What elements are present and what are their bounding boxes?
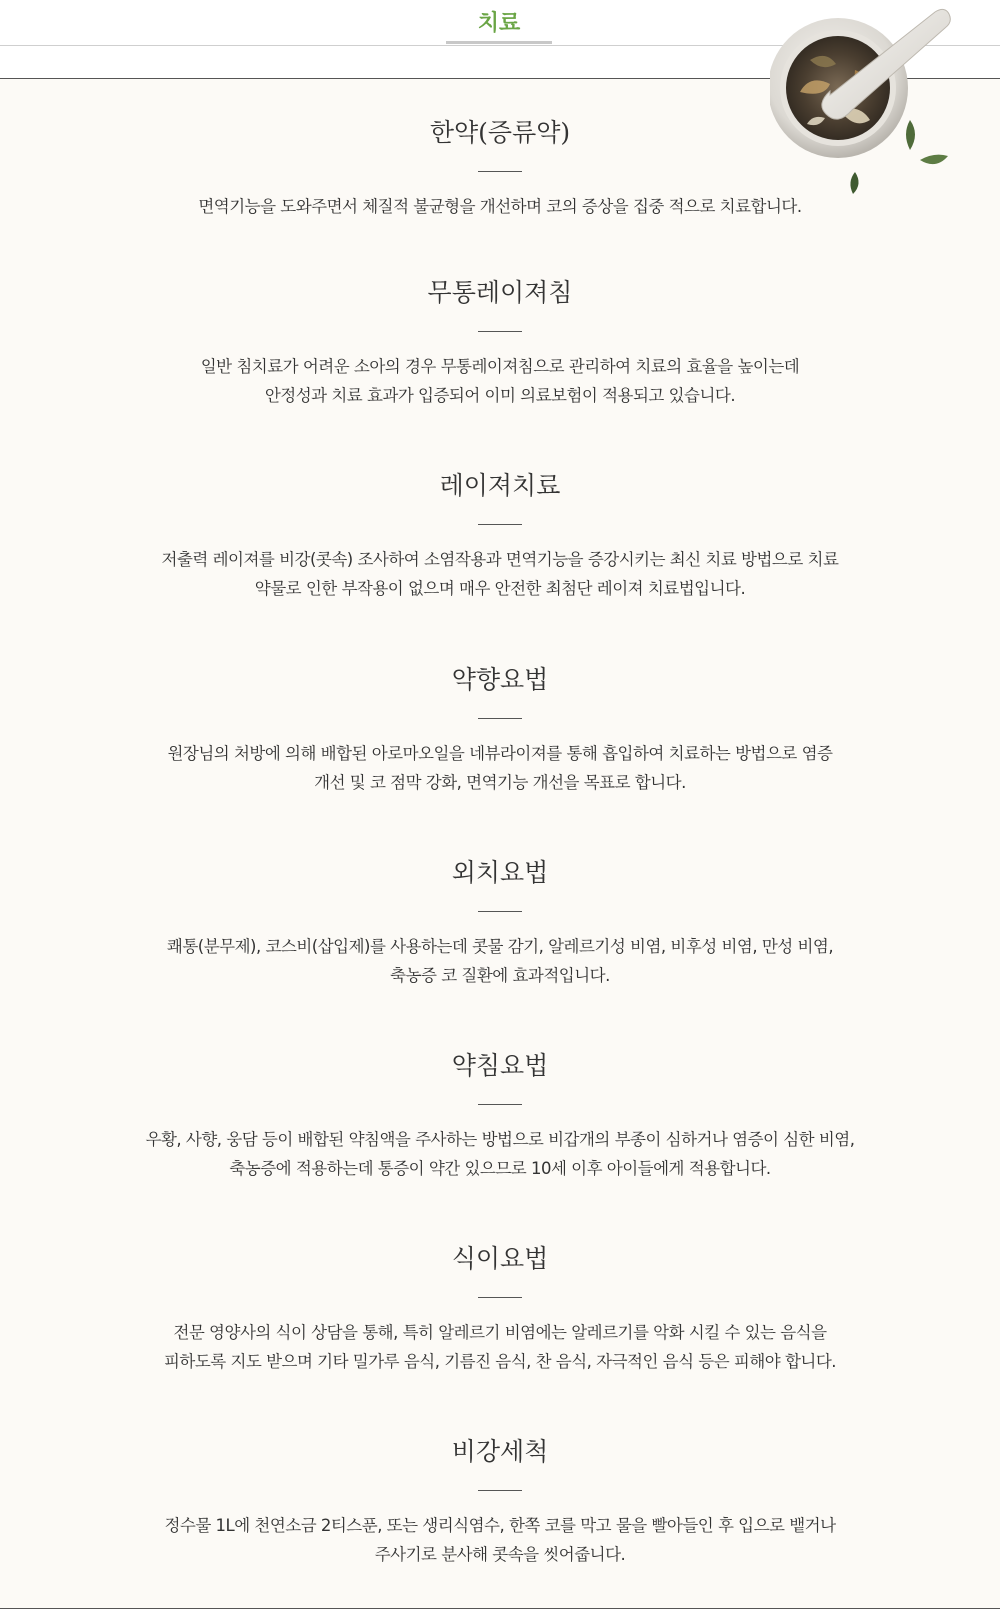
section-description bbox=[0, 352, 1000, 410]
section-title: 레이져치료 bbox=[439, 471, 561, 500]
section-description bbox=[0, 545, 1000, 603]
description-line: 정수물 1L에 천연소금 2티스푼, 또는 생리식염수, 한쪽 코를 막고 물을 빨아들인 후 입으로 뱉거나 bbox=[164, 1516, 836, 1535]
description-line: 축농증에 적용하는데 통증이 약간 있으므로 10세 이후 아이들에게 적용합니다. bbox=[229, 1159, 771, 1178]
treatment-section bbox=[0, 1241, 1000, 1376]
treatment-section bbox=[0, 1434, 1000, 1569]
description-line: 쾌통(분무제), 코스비(삽입제)를 사용하는데 콧물 감기, 알레르기성 비염, 비후성 비염, 만성 비염, bbox=[166, 937, 834, 956]
treatment-section bbox=[0, 468, 1000, 603]
description-line: 피하도록 지도 받으며 기타 밀가루 음식, 기름진 음식, 찬 음식, 자극적인 음식 등은 피해야 합니다. bbox=[163, 1352, 837, 1371]
treatment-section bbox=[0, 855, 1000, 990]
section-divider bbox=[478, 1104, 522, 1105]
mortar-pestle-icon bbox=[770, 0, 960, 200]
description-line: 전문 영양사의 식이 상담을 통해, 특히 알레르기 비염에는 알레르기를 악화 시킬 수 있는 음식을 bbox=[173, 1323, 827, 1342]
treatment-content bbox=[0, 78, 1000, 1609]
description-line: 안정성과 치료 효과가 입증되어 이미 의료보험이 적용되고 있습니다. bbox=[264, 386, 736, 405]
section-title: 식이요법 bbox=[451, 1244, 549, 1273]
section-description bbox=[0, 1511, 1000, 1569]
treatment-section bbox=[0, 275, 1000, 410]
section-title: 무통레이져침 bbox=[427, 278, 573, 307]
description-line: 주사기로 분사해 콧속을 씻어줍니다. bbox=[374, 1545, 626, 1564]
section-title: 한약(증류약) bbox=[429, 118, 571, 147]
section-divider bbox=[478, 1297, 522, 1298]
description-line: 저출력 레이져를 비강(콧속) 조사하여 소염작용과 면역기능을 증강시키는 최신 치료 방법으로 치료 bbox=[161, 550, 839, 569]
description-line: 우황, 사향, 웅담 등이 배합된 약침액을 주사하는 방법으로 비갑개의 부종이 심하거나 염증이 심한 비염, bbox=[145, 1130, 855, 1149]
description-line: 면역기능을 도와주면서 체질적 불균형을 개선하며 코의 증상을 집중 적으로 치료합니다. bbox=[198, 197, 802, 216]
section-title: 비강세척 bbox=[451, 1437, 549, 1466]
section-title: 약침요법 bbox=[451, 1051, 549, 1080]
treatment-section bbox=[0, 662, 1000, 797]
description-line: 약물로 인한 부작용이 없으며 매우 안전한 최첨단 레이져 치료법입니다. bbox=[254, 579, 746, 598]
section-divider bbox=[478, 911, 522, 912]
section-title: 외치요법 bbox=[451, 858, 549, 887]
description-line: 축농증 코 질환에 효과적입니다. bbox=[390, 966, 610, 985]
section-description bbox=[0, 739, 1000, 797]
section-divider bbox=[478, 524, 522, 525]
section-divider bbox=[478, 1490, 522, 1491]
section-description bbox=[0, 1125, 1000, 1183]
section-description bbox=[0, 932, 1000, 990]
description-line: 일반 침치료가 어려운 소아의 경우 무통레이져침으로 관리하여 치료의 효율을 높이는데 bbox=[200, 357, 800, 376]
section-divider bbox=[478, 718, 522, 719]
treatment-section bbox=[0, 1048, 1000, 1183]
description-line: 개선 및 코 점막 강화, 면역기능 개선을 목표로 합니다. bbox=[314, 773, 686, 792]
section-description bbox=[0, 1318, 1000, 1376]
section-divider bbox=[478, 171, 522, 172]
description-line: 원장님의 처방에 의해 배합된 아로마오일을 네뷰라이져를 통해 흡입하여 치료하는 방법으로 염증 bbox=[167, 744, 833, 763]
tab-treatment[interactable]: 치료 bbox=[446, 0, 552, 44]
section-divider bbox=[478, 331, 522, 332]
section-title: 약향요법 bbox=[451, 665, 549, 694]
